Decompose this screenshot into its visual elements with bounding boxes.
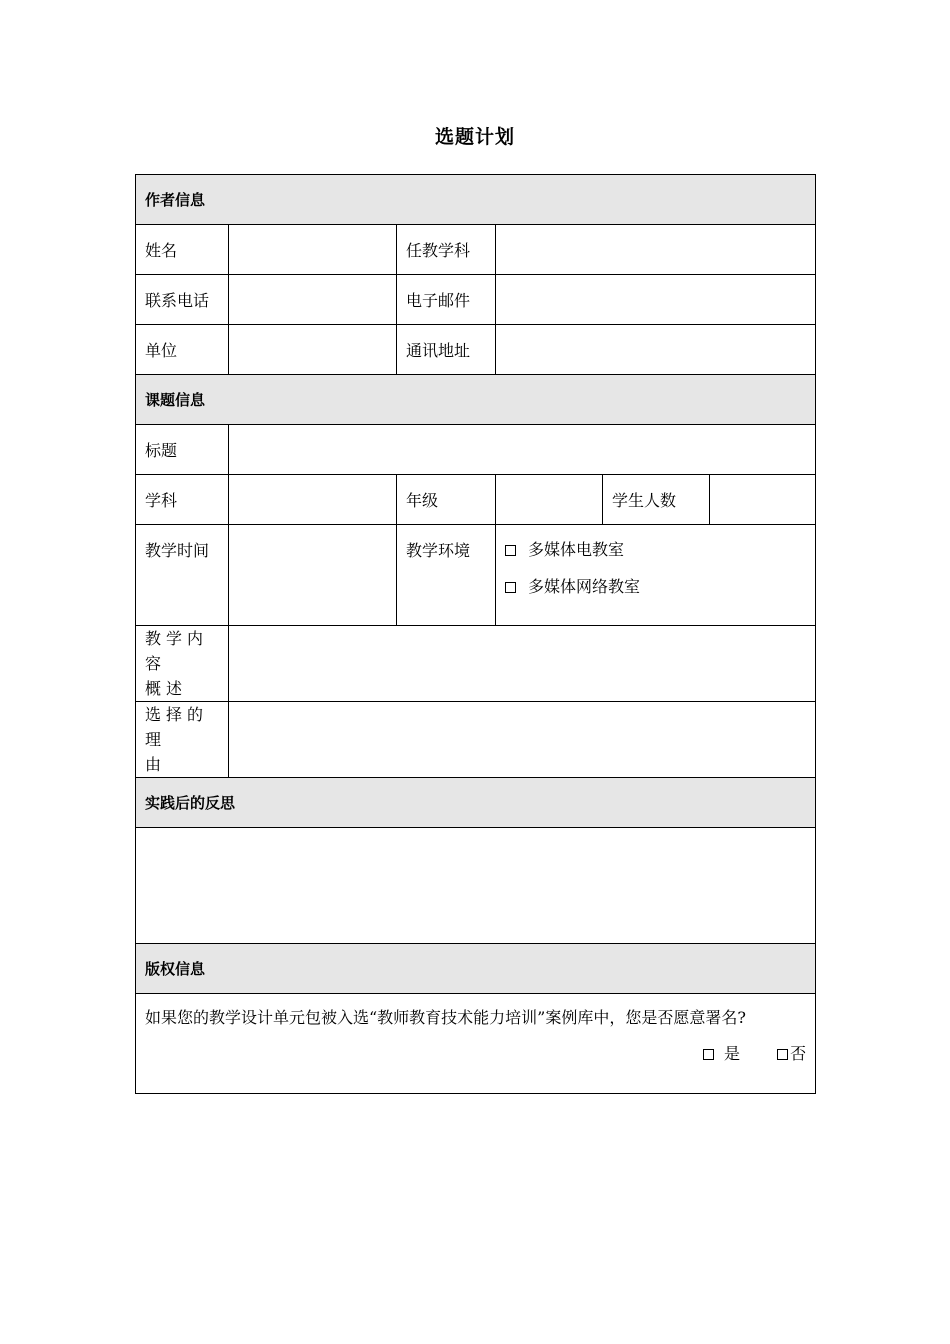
reflection-field[interactable] bbox=[136, 828, 816, 944]
unit-label: 单位 bbox=[136, 325, 229, 375]
reason-label-line1: 选择的理 bbox=[145, 705, 209, 749]
grade-field[interactable] bbox=[496, 475, 603, 525]
reason-label bbox=[136, 702, 229, 778]
content-summary-label bbox=[136, 626, 229, 702]
author-section-heading: 作者信息 bbox=[136, 175, 816, 225]
subject-label: 学科 bbox=[136, 475, 229, 525]
copyright-section-heading: 版权信息 bbox=[136, 944, 816, 994]
signature-choice bbox=[145, 1044, 806, 1065]
no-label: 否 bbox=[790, 1044, 807, 1063]
unit-row bbox=[136, 325, 816, 375]
topic-title-field[interactable] bbox=[229, 425, 816, 475]
reflection-section-header bbox=[136, 778, 816, 828]
topic-section-heading: 课题信息 bbox=[136, 375, 816, 425]
subject-grade-row bbox=[136, 475, 816, 525]
copyright-section-header bbox=[136, 944, 816, 994]
page-title: 选题计划 bbox=[434, 126, 515, 148]
grade-label: 年级 bbox=[397, 475, 496, 525]
yes-option[interactable] bbox=[703, 1044, 740, 1064]
teaching-time-label: 教学时间 bbox=[136, 525, 229, 626]
copyright-cell bbox=[136, 994, 816, 1094]
teaching-time-field[interactable] bbox=[229, 525, 397, 626]
copyright-row bbox=[136, 994, 816, 1094]
student-count-field[interactable] bbox=[710, 475, 816, 525]
teaching-env-label: 教学环境 bbox=[397, 525, 496, 626]
reason-field[interactable] bbox=[229, 702, 816, 778]
copyright-question: 如果您的教学设计单元包被入选“教师教育技术能力培训”案例库中，您是否愿意署名? bbox=[145, 1008, 746, 1027]
author-section-header bbox=[136, 175, 816, 225]
address-field[interactable] bbox=[496, 325, 816, 375]
contact-row bbox=[136, 275, 816, 325]
email-field[interactable] bbox=[496, 275, 816, 325]
phone-label: 联系电话 bbox=[136, 275, 229, 325]
address-label: 通讯地址 bbox=[397, 325, 496, 375]
env-option-label: 多媒体网络教室 bbox=[528, 577, 641, 596]
subject-taught-field[interactable] bbox=[496, 225, 816, 275]
yes-label: 是 bbox=[723, 1044, 740, 1063]
time-env-row bbox=[136, 525, 816, 626]
topic-title-row bbox=[136, 425, 816, 475]
env-option-label: 多媒体电教室 bbox=[528, 540, 625, 559]
checkbox-icon[interactable] bbox=[505, 582, 516, 593]
reason-row bbox=[136, 702, 816, 778]
reason-label-line2: 由 bbox=[145, 755, 167, 774]
env-option-multimedia-classroom[interactable] bbox=[505, 538, 806, 562]
name-label: 姓名 bbox=[136, 225, 229, 275]
env-option-network-classroom[interactable] bbox=[505, 575, 806, 599]
content-summary-row bbox=[136, 626, 816, 702]
email-label: 电子邮件 bbox=[397, 275, 496, 325]
subject-field[interactable] bbox=[229, 475, 397, 525]
checkbox-icon[interactable] bbox=[505, 545, 516, 556]
student-count-label: 学生人数 bbox=[603, 475, 710, 525]
content-summary-label-line1: 教学内容 bbox=[145, 629, 209, 673]
phone-field[interactable] bbox=[229, 275, 397, 325]
teaching-env-options bbox=[496, 525, 816, 626]
topic-plan-form bbox=[135, 174, 816, 1094]
topic-title-label: 标题 bbox=[136, 425, 229, 475]
name-row bbox=[136, 225, 816, 275]
content-summary-label-line2: 概述 bbox=[145, 679, 188, 698]
name-field[interactable] bbox=[229, 225, 397, 275]
topic-section-header bbox=[136, 375, 816, 425]
reflection-row bbox=[136, 828, 816, 944]
unit-field[interactable] bbox=[229, 325, 397, 375]
reflection-section-heading: 实践后的反思 bbox=[136, 778, 816, 828]
subject-taught-label: 任教学科 bbox=[397, 225, 496, 275]
no-option[interactable] bbox=[777, 1044, 806, 1064]
checkbox-icon[interactable] bbox=[777, 1049, 788, 1060]
checkbox-icon[interactable] bbox=[703, 1049, 714, 1060]
content-summary-field[interactable] bbox=[229, 626, 816, 702]
